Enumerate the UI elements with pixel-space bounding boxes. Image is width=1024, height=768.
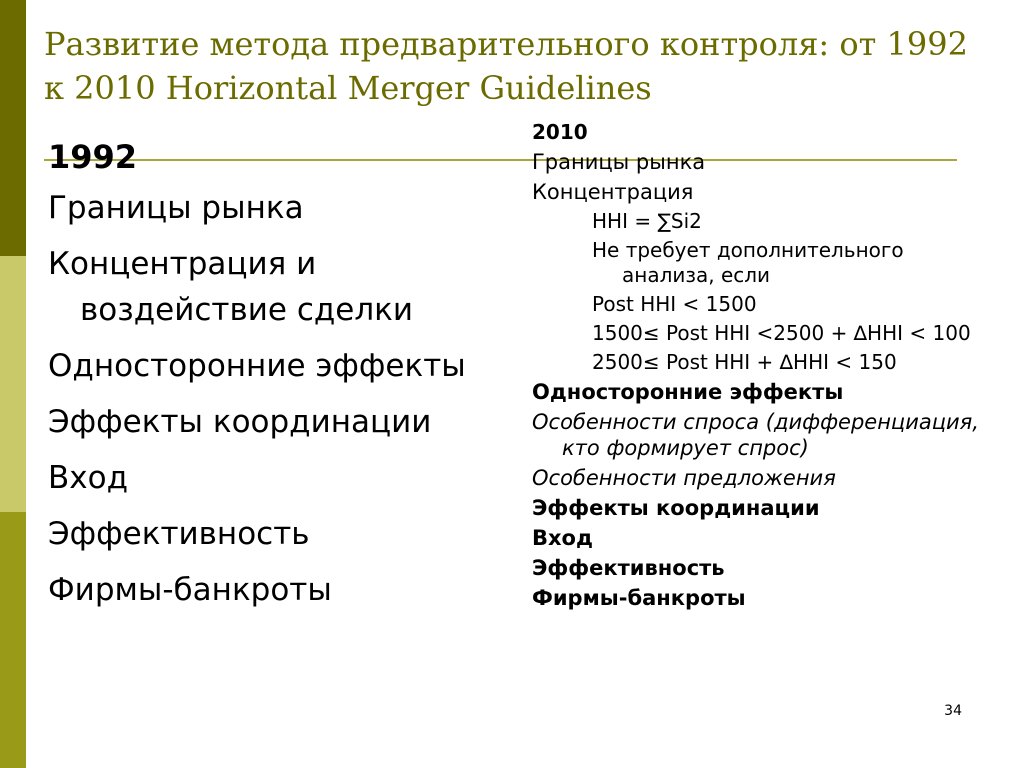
left-item-failing-firms: Фирмы-банкроты	[48, 572, 332, 608]
hhi-condition-2: 1500≤ Post HHI <2500 + ∆HHI < 100	[592, 321, 971, 345]
hhi-formula: HHI = ∑Si2	[592, 209, 702, 233]
left-year: 1992	[48, 138, 138, 176]
left-item-entry: Вход	[48, 460, 129, 496]
right-item-concentration: Концентрация	[532, 180, 694, 204]
side-bar-bottom	[0, 512, 26, 768]
side-bar-top	[0, 0, 26, 256]
left-item-unilateral: Односторонние эффекты	[48, 348, 466, 384]
right-column-2010	[532, 119, 992, 615]
right-item-efficiency: Эффективность	[532, 556, 725, 580]
hhi-condition-1: Post HHI < 1500	[592, 292, 757, 316]
no-analysis-needed: Не требует дополнительного анализа, если	[592, 238, 904, 287]
right-item-market: Границы рынка	[532, 150, 706, 174]
left-item-efficiency: Эффективность	[48, 516, 310, 552]
page-number: 34	[944, 703, 962, 719]
side-bar-middle	[0, 256, 26, 512]
right-item-coordination: Эффекты координации	[532, 496, 820, 520]
right-item-demand: Особенности спроса (дифференциация, кто формирует спрос)	[532, 410, 979, 460]
right-item-failing-firms: Фирмы-банкроты	[532, 586, 746, 610]
slide-title: Развитие метода предварительного контроля: от 1992 к 2010 Horizontal Merger Guidelines	[44, 25, 968, 107]
left-item-market: Границы рынка	[48, 190, 304, 226]
right-item-entry: Вход	[532, 526, 593, 550]
hhi-condition-3: 2500≤ Post HHI + ∆HHI < 150	[592, 350, 897, 374]
left-item-coordination: Эффекты координации	[48, 404, 432, 440]
left-column-1992	[48, 134, 518, 623]
right-year: 2010	[532, 120, 588, 144]
left-item-concentration: Концентрация и воздействие сделки	[48, 246, 414, 328]
right-item-supply: Особенности предложения	[532, 466, 836, 490]
right-item-unilateral: Односторонние эффекты	[532, 380, 844, 404]
